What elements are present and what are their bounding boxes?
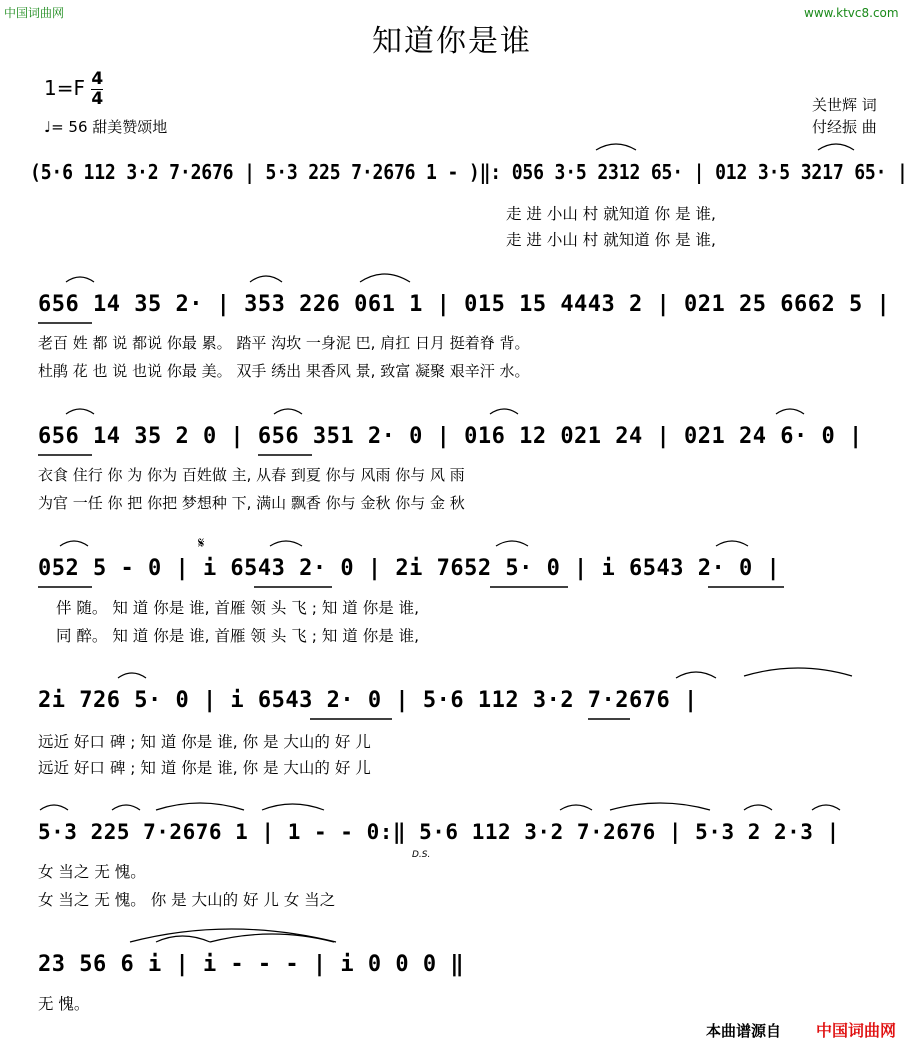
notation-row-7: 23 56 6 i | i - - - | i 0 0 0 ‖ (38, 952, 465, 977)
slur (66, 409, 94, 414)
slur (744, 805, 772, 810)
tempo-marking: ♩= 56 甜美赞颂地 (44, 118, 168, 136)
lyric-row-3-verse-2: 为官 一任 你 把 你把 梦想种 下, 满山 飘香 你与 金秋 你与 金 秋 (38, 494, 465, 512)
notation-row-5: 2i 726 5· 0 | i 6543 2· 0 | 5·6 112 3·2 7·2676 | (38, 688, 698, 713)
slur (270, 541, 302, 546)
slur (66, 277, 94, 282)
dal-segno-mark: D.S. (412, 850, 431, 860)
slur (496, 541, 528, 546)
slur (360, 274, 410, 282)
notation-row-1: (5·6 112 3·2 7·2676 | 5·3 225 7·2676 1 - )‖: 056 3·5 2312 65· | 012 3·5 3217 65· | (30, 160, 908, 184)
slur (156, 803, 244, 810)
time-denominator: 4 (91, 89, 104, 109)
lyric-row-4-verse-2: 同 醉。 知 道 你是 谁, 首雁 领 头 飞 ; 知 道 你是 谁, (56, 627, 420, 645)
slur (676, 672, 716, 678)
lyric-row-6-verse-1: 女 当之 无 愧。 (38, 863, 146, 881)
key-label: 1=F (44, 76, 85, 100)
slur (560, 805, 592, 810)
slur (40, 805, 68, 810)
slur (250, 276, 282, 282)
slur (156, 936, 210, 942)
slur (490, 409, 518, 414)
notation-row-2: 656 14 35 2· | 353 226 061 1 | 015 15 4443 2 | 021 25 6662 5 | (38, 292, 891, 317)
slur (112, 805, 140, 810)
notation-row-6: 5·3 225 7·2676 1 | 1 - - 0:‖ 5·6 112 3·2 7·2676 | 5·3 2 2·3 | (38, 820, 840, 844)
lyric-row-2-verse-2: 杜鹃 花 也 说 也说 你最 美。 双手 绣出 果香风 景, 致富 凝聚 艰辛汗 水。 (38, 362, 530, 380)
slur (776, 409, 804, 414)
slur (262, 804, 324, 810)
lyric-row-7-verse-1: 无 愧。 (38, 995, 90, 1013)
song-title: 知道你是谁 (372, 24, 532, 59)
slur (818, 144, 854, 150)
footer-site-link[interactable]: 中国词曲网 (816, 1021, 897, 1040)
slur (210, 934, 334, 942)
notation-row-4: 052 5 - 0 | i 6543 2· 0 | 2i 7652 5· 0 | i 6543 2· 0 | (38, 556, 781, 581)
lyric-row-5-verse-1: 远近 好口 碑 ; 知 道 你是 谁, 你 是 大山的 好 儿 (38, 733, 371, 751)
composer-credit: 付经振 曲 (812, 118, 877, 136)
slur (744, 668, 852, 676)
watermark-left: 中国词曲网 (4, 6, 65, 20)
segno-sign: 𝄋 (198, 534, 205, 552)
lyric-row-6-verse-2: 女 当之 无 愧。 你 是 大山的 好 儿 女 当之 (38, 891, 336, 909)
lyric-row-1-verse-1: 走 进 小山 村 就知道 你 是 谁, (506, 205, 716, 223)
notation-row-3: 656 14 35 2 0 | 656 351 2· 0 | 016 12 021 24 | 021 24 6· 0 | (38, 424, 863, 449)
lyric-row-1-verse-2: 走 进 小山 村 就知道 你 是 谁, (506, 231, 716, 249)
slur (596, 144, 636, 150)
slur (812, 805, 840, 810)
time-numerator: 4 (91, 69, 104, 89)
slur (118, 673, 146, 678)
lyric-row-2-verse-1: 老百 姓 都 说 都说 你最 累。 踏平 沟坎 一身泥 巴, 肩扛 日月 挺着脊 背。 (38, 334, 530, 352)
slur (274, 409, 302, 414)
watermark-right: www.ktvc8.com (804, 6, 899, 20)
footer-source-label: 本曲谱源自 (706, 1022, 782, 1040)
lyric-row-5-verse-2: 远近 好口 碑 ; 知 道 你是 谁, 你 是 大山的 好 儿 (38, 759, 371, 777)
slur (716, 541, 748, 546)
lyric-row-3-verse-1: 衣食 住行 你 为 你为 百姓做 主, 从春 到夏 你与 风雨 你与 风 雨 (38, 466, 465, 484)
lyricist-credit: 关世辉 词 (812, 96, 877, 114)
slur (610, 803, 710, 810)
lyric-row-4-verse-1: 伴 随。 知 道 你是 谁, 首雁 领 头 飞 ; 知 道 你是 谁, (56, 599, 420, 617)
slur (60, 541, 88, 546)
